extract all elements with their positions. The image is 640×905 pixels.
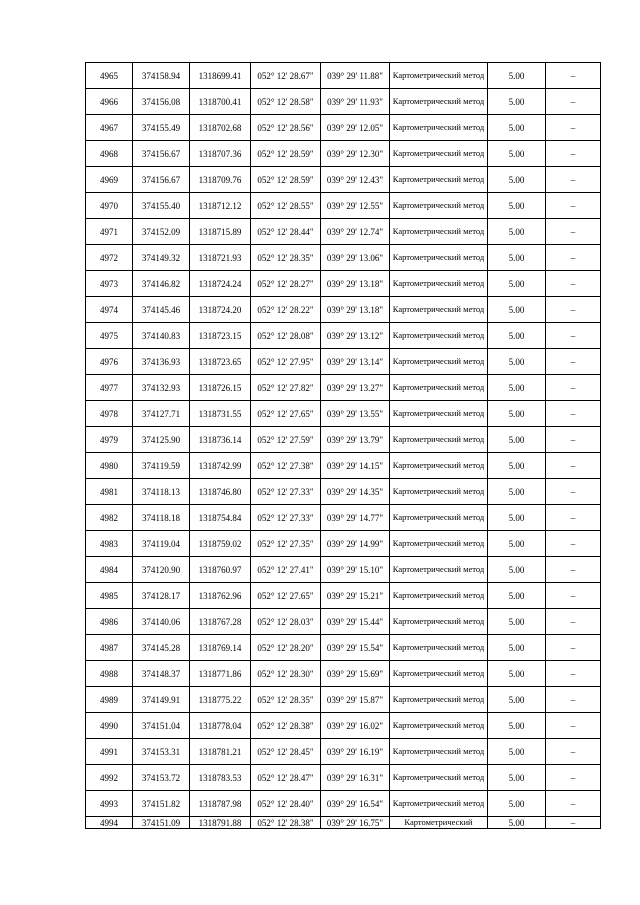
coord-x-cell: 374140.06 <box>133 609 190 635</box>
table-row <box>86 323 601 349</box>
longitude-cell: 039° 29' 15.21" <box>321 583 390 609</box>
latitude-cell: 052° 12' 27.38" <box>251 453 321 479</box>
longitude-cell: 039° 29' 14.35" <box>321 479 390 505</box>
coord-y-cell: 1318787.98 <box>190 791 251 817</box>
coord-y-cell: 1318736.14 <box>190 427 251 453</box>
coord-y-cell: 1318726.15 <box>190 375 251 401</box>
latitude-cell: 052° 12' 28.35" <box>251 245 321 271</box>
coord-x-cell: 374118.18 <box>133 505 190 531</box>
point-number-cell: 4986 <box>86 609 133 635</box>
coord-y-cell: 1318707.36 <box>190 141 251 167</box>
accuracy-cell: 5.00 <box>488 401 546 427</box>
coord-x-cell: 374153.72 <box>133 765 190 791</box>
point-number-cell: 4985 <box>86 583 133 609</box>
latitude-cell: 052° 12' 27.65" <box>251 401 321 427</box>
method-cell: Картометрический метод <box>390 635 488 661</box>
coord-x-cell: 374125.90 <box>133 427 190 453</box>
accuracy-cell: 5.00 <box>488 765 546 791</box>
method-cell: Картометрический метод <box>390 713 488 739</box>
longitude-cell: 039° 29' 16.02" <box>321 713 390 739</box>
point-number-cell: 4970 <box>86 193 133 219</box>
latitude-cell: 052° 12' 28.03" <box>251 609 321 635</box>
coord-x-cell: 374151.04 <box>133 713 190 739</box>
accuracy-cell: 5.00 <box>488 583 546 609</box>
table-row <box>86 141 601 167</box>
coord-y-cell: 1318721.93 <box>190 245 251 271</box>
note-cell: – <box>546 505 601 531</box>
table-row <box>86 349 601 375</box>
note-cell: – <box>546 661 601 687</box>
latitude-cell: 052° 12' 28.55" <box>251 193 321 219</box>
accuracy-cell: 5.00 <box>488 297 546 323</box>
note-cell: – <box>546 297 601 323</box>
coord-y-cell: 1318700.41 <box>190 89 251 115</box>
note-cell: – <box>546 765 601 791</box>
coord-x-cell: 374156.67 <box>133 167 190 193</box>
method-cell: Картометрический метод <box>390 141 488 167</box>
latitude-cell: 052° 12' 27.35" <box>251 531 321 557</box>
accuracy-cell: 5.00 <box>488 245 546 271</box>
coord-y-cell: 1318791.88 <box>190 817 251 829</box>
coord-y-cell: 1318712.12 <box>190 193 251 219</box>
accuracy-cell: 5.00 <box>488 557 546 583</box>
table-row <box>86 817 601 829</box>
table-row <box>86 271 601 297</box>
table-row <box>86 115 601 141</box>
method-cell: Картометрический метод <box>390 765 488 791</box>
method-cell: Картометрический метод <box>390 687 488 713</box>
point-number-cell: 4987 <box>86 635 133 661</box>
point-number-cell: 4976 <box>86 349 133 375</box>
coord-y-cell: 1318699.41 <box>190 63 251 89</box>
longitude-cell: 039° 29' 15.10" <box>321 557 390 583</box>
table-row <box>86 219 601 245</box>
point-number-cell: 4993 <box>86 791 133 817</box>
coord-y-cell: 1318754.84 <box>190 505 251 531</box>
point-number-cell: 4966 <box>86 89 133 115</box>
note-cell: – <box>546 167 601 193</box>
method-cell: Картометрический метод <box>390 427 488 453</box>
accuracy-cell: 5.00 <box>488 89 546 115</box>
latitude-cell: 052° 12' 28.20" <box>251 635 321 661</box>
point-number-cell: 4988 <box>86 661 133 687</box>
accuracy-cell: 5.00 <box>488 609 546 635</box>
latitude-cell: 052° 12' 27.33" <box>251 479 321 505</box>
accuracy-cell: 5.00 <box>488 219 546 245</box>
accuracy-cell: 5.00 <box>488 141 546 167</box>
method-cell: Картометрический метод <box>390 245 488 271</box>
coord-y-cell: 1318771.86 <box>190 661 251 687</box>
longitude-cell: 039° 29' 13.12" <box>321 323 390 349</box>
longitude-cell: 039° 29' 14.77" <box>321 505 390 531</box>
accuracy-cell: 5.00 <box>488 713 546 739</box>
longitude-cell: 039° 29' 16.31" <box>321 765 390 791</box>
accuracy-cell: 5.00 <box>488 167 546 193</box>
point-number-cell: 4975 <box>86 323 133 349</box>
note-cell: – <box>546 609 601 635</box>
coord-y-cell: 1318723.65 <box>190 349 251 375</box>
note-cell: – <box>546 479 601 505</box>
coord-x-cell: 374136.93 <box>133 349 190 375</box>
note-cell: – <box>546 427 601 453</box>
point-number-cell: 4984 <box>86 557 133 583</box>
coord-y-cell: 1318769.14 <box>190 635 251 661</box>
longitude-cell: 039° 29' 13.06" <box>321 245 390 271</box>
coord-x-cell: 374145.28 <box>133 635 190 661</box>
coord-x-cell: 374118.13 <box>133 479 190 505</box>
note-cell: – <box>546 245 601 271</box>
point-number-cell: 4965 <box>86 63 133 89</box>
accuracy-cell: 5.00 <box>488 635 546 661</box>
coord-y-cell: 1318781.21 <box>190 739 251 765</box>
point-number-cell: 4977 <box>86 375 133 401</box>
accuracy-cell: 5.00 <box>488 115 546 141</box>
point-number-cell: 4991 <box>86 739 133 765</box>
longitude-cell: 039° 29' 14.15" <box>321 453 390 479</box>
longitude-cell: 039° 29' 13.18" <box>321 297 390 323</box>
method-cell: Картометрический метод <box>390 323 488 349</box>
table-row <box>86 453 601 479</box>
method-cell: Картометрический метод <box>390 791 488 817</box>
coord-x-cell: 374148.37 <box>133 661 190 687</box>
latitude-cell: 052° 12' 27.82" <box>251 375 321 401</box>
accuracy-cell: 5.00 <box>488 271 546 297</box>
accuracy-cell: 5.00 <box>488 63 546 89</box>
point-number-cell: 4967 <box>86 115 133 141</box>
coord-y-cell: 1318724.20 <box>190 297 251 323</box>
longitude-cell: 039° 29' 12.30" <box>321 141 390 167</box>
point-number-cell: 4982 <box>86 505 133 531</box>
coord-y-cell: 1318731.55 <box>190 401 251 427</box>
table-row <box>86 635 601 661</box>
point-number-cell: 4974 <box>86 297 133 323</box>
coord-x-cell: 374120.90 <box>133 557 190 583</box>
latitude-cell: 052° 12' 28.38" <box>251 817 321 829</box>
method-cell: Картометрический метод <box>390 583 488 609</box>
note-cell: – <box>546 817 601 829</box>
note-cell: – <box>546 791 601 817</box>
note-cell: – <box>546 271 601 297</box>
method-cell: Картометрический <box>390 817 488 829</box>
note-cell: – <box>546 401 601 427</box>
table-row <box>86 609 601 635</box>
point-number-cell: 4981 <box>86 479 133 505</box>
method-cell: Картометрический метод <box>390 271 488 297</box>
note-cell: – <box>546 89 601 115</box>
point-number-cell: 4969 <box>86 167 133 193</box>
coord-x-cell: 374155.40 <box>133 193 190 219</box>
latitude-cell: 052° 12' 28.38" <box>251 713 321 739</box>
coord-y-cell: 1318783.53 <box>190 765 251 791</box>
table-row <box>86 167 601 193</box>
longitude-cell: 039° 29' 13.27" <box>321 375 390 401</box>
accuracy-cell: 5.00 <box>488 791 546 817</box>
latitude-cell: 052° 12' 28.35" <box>251 687 321 713</box>
point-number-cell: 4978 <box>86 401 133 427</box>
table-row <box>86 245 601 271</box>
note-cell: – <box>546 739 601 765</box>
method-cell: Картометрический метод <box>390 557 488 583</box>
longitude-cell: 039° 29' 13.14" <box>321 349 390 375</box>
coord-y-cell: 1318759.02 <box>190 531 251 557</box>
coord-x-cell: 374149.91 <box>133 687 190 713</box>
note-cell: – <box>546 635 601 661</box>
coord-y-cell: 1318724.24 <box>190 271 251 297</box>
longitude-cell: 039° 29' 16.54" <box>321 791 390 817</box>
longitude-cell: 039° 29' 12.55" <box>321 193 390 219</box>
coordinates-table <box>85 62 601 829</box>
method-cell: Картометрический метод <box>390 89 488 115</box>
accuracy-cell: 5.00 <box>488 531 546 557</box>
point-number-cell: 4983 <box>86 531 133 557</box>
coord-y-cell: 1318742.99 <box>190 453 251 479</box>
coord-x-cell: 374152.09 <box>133 219 190 245</box>
longitude-cell: 039° 29' 12.05" <box>321 115 390 141</box>
note-cell: – <box>546 323 601 349</box>
coord-x-cell: 374158.94 <box>133 63 190 89</box>
longitude-cell: 039° 29' 14.99" <box>321 531 390 557</box>
latitude-cell: 052° 12' 28.45" <box>251 739 321 765</box>
point-number-cell: 4971 <box>86 219 133 245</box>
latitude-cell: 052° 12' 28.30" <box>251 661 321 687</box>
longitude-cell: 039° 29' 15.69" <box>321 661 390 687</box>
accuracy-cell: 5.00 <box>488 375 546 401</box>
method-cell: Картометрический метод <box>390 505 488 531</box>
coord-x-cell: 374146.82 <box>133 271 190 297</box>
method-cell: Картометрический метод <box>390 739 488 765</box>
note-cell: – <box>546 375 601 401</box>
longitude-cell: 039° 29' 16.19" <box>321 739 390 765</box>
method-cell: Картометрический метод <box>390 115 488 141</box>
accuracy-cell: 5.00 <box>488 687 546 713</box>
note-cell: – <box>546 531 601 557</box>
coord-y-cell: 1318723.15 <box>190 323 251 349</box>
method-cell: Картометрический метод <box>390 219 488 245</box>
table-row <box>86 713 601 739</box>
accuracy-cell: 5.00 <box>488 505 546 531</box>
point-number-cell: 4994 <box>86 817 133 829</box>
table-row <box>86 557 601 583</box>
latitude-cell: 052° 12' 28.56" <box>251 115 321 141</box>
note-cell: – <box>546 583 601 609</box>
longitude-cell: 039° 29' 11.93" <box>321 89 390 115</box>
point-number-cell: 4972 <box>86 245 133 271</box>
longitude-cell: 039° 29' 12.43" <box>321 167 390 193</box>
point-number-cell: 4973 <box>86 271 133 297</box>
coord-y-cell: 1318709.76 <box>190 167 251 193</box>
table-row <box>86 505 601 531</box>
method-cell: Картометрический метод <box>390 401 488 427</box>
coord-x-cell: 374132.93 <box>133 375 190 401</box>
method-cell: Картометрический метод <box>390 453 488 479</box>
accuracy-cell: 5.00 <box>488 323 546 349</box>
longitude-cell: 039° 29' 12.74" <box>321 219 390 245</box>
table-row <box>86 63 601 89</box>
accuracy-cell: 5.00 <box>488 349 546 375</box>
accuracy-cell: 5.00 <box>488 193 546 219</box>
note-cell: – <box>546 453 601 479</box>
accuracy-cell: 5.00 <box>488 661 546 687</box>
accuracy-cell: 5.00 <box>488 427 546 453</box>
longitude-cell: 039° 29' 15.54" <box>321 635 390 661</box>
coord-y-cell: 1318702.68 <box>190 115 251 141</box>
method-cell: Картометрический метод <box>390 375 488 401</box>
coord-y-cell: 1318760.97 <box>190 557 251 583</box>
latitude-cell: 052° 12' 28.08" <box>251 323 321 349</box>
coord-x-cell: 374128.17 <box>133 583 190 609</box>
point-number-cell: 4968 <box>86 141 133 167</box>
latitude-cell: 052° 12' 27.95" <box>251 349 321 375</box>
method-cell: Картометрический метод <box>390 479 488 505</box>
method-cell: Картометрический метод <box>390 193 488 219</box>
latitude-cell: 052° 12' 28.27" <box>251 271 321 297</box>
point-number-cell: 4992 <box>86 765 133 791</box>
table-row <box>86 479 601 505</box>
latitude-cell: 052° 12' 28.58" <box>251 89 321 115</box>
table-row <box>86 427 601 453</box>
latitude-cell: 052° 12' 28.47" <box>251 765 321 791</box>
note-cell: – <box>546 713 601 739</box>
longitude-cell: 039° 29' 16.75" <box>321 817 390 829</box>
coord-x-cell: 374151.82 <box>133 791 190 817</box>
point-number-cell: 4979 <box>86 427 133 453</box>
latitude-cell: 052° 12' 27.41" <box>251 557 321 583</box>
accuracy-cell: 5.00 <box>488 479 546 505</box>
latitude-cell: 052° 12' 27.59" <box>251 427 321 453</box>
latitude-cell: 052° 12' 27.33" <box>251 505 321 531</box>
table-row <box>86 687 601 713</box>
coord-y-cell: 1318715.89 <box>190 219 251 245</box>
coord-x-cell: 374156.08 <box>133 89 190 115</box>
coord-x-cell: 374119.04 <box>133 531 190 557</box>
coord-y-cell: 1318778.04 <box>190 713 251 739</box>
latitude-cell: 052° 12' 28.44" <box>251 219 321 245</box>
coord-x-cell: 374151.09 <box>133 817 190 829</box>
coord-y-cell: 1318775.22 <box>190 687 251 713</box>
table-row <box>86 739 601 765</box>
table-row <box>86 89 601 115</box>
longitude-cell: 039° 29' 13.55" <box>321 401 390 427</box>
method-cell: Картометрический метод <box>390 349 488 375</box>
coord-y-cell: 1318767.28 <box>190 609 251 635</box>
coord-x-cell: 374119.59 <box>133 453 190 479</box>
note-cell: – <box>546 219 601 245</box>
note-cell: – <box>546 687 601 713</box>
accuracy-cell: 5.00 <box>488 453 546 479</box>
latitude-cell: 052° 12' 28.40" <box>251 791 321 817</box>
coord-x-cell: 374153.31 <box>133 739 190 765</box>
latitude-cell: 052° 12' 28.67" <box>251 63 321 89</box>
note-cell: – <box>546 349 601 375</box>
table-row <box>86 765 601 791</box>
longitude-cell: 039° 29' 11.88" <box>321 63 390 89</box>
table-row <box>86 791 601 817</box>
latitude-cell: 052° 12' 28.59" <box>251 167 321 193</box>
point-number-cell: 4980 <box>86 453 133 479</box>
longitude-cell: 039° 29' 13.18" <box>321 271 390 297</box>
method-cell: Картометрический метод <box>390 297 488 323</box>
method-cell: Картометрический метод <box>390 661 488 687</box>
table-row <box>86 661 601 687</box>
method-cell: Картометрический метод <box>390 167 488 193</box>
latitude-cell: 052° 12' 28.59" <box>251 141 321 167</box>
table-row <box>86 297 601 323</box>
method-cell: Картометрический метод <box>390 531 488 557</box>
latitude-cell: 052° 12' 27.65" <box>251 583 321 609</box>
table-row <box>86 375 601 401</box>
coord-x-cell: 374140.83 <box>133 323 190 349</box>
coord-y-cell: 1318762.96 <box>190 583 251 609</box>
coord-x-cell: 374127.71 <box>133 401 190 427</box>
table-row <box>86 531 601 557</box>
coord-x-cell: 374155.49 <box>133 115 190 141</box>
table-row <box>86 193 601 219</box>
table-row <box>86 401 601 427</box>
coord-x-cell: 374156.67 <box>133 141 190 167</box>
coord-x-cell: 374149.32 <box>133 245 190 271</box>
note-cell: – <box>546 115 601 141</box>
longitude-cell: 039° 29' 15.87" <box>321 687 390 713</box>
point-number-cell: 4990 <box>86 713 133 739</box>
note-cell: – <box>546 193 601 219</box>
coord-y-cell: 1318746.80 <box>190 479 251 505</box>
accuracy-cell: 5.00 <box>488 739 546 765</box>
latitude-cell: 052° 12' 28.22" <box>251 297 321 323</box>
method-cell: Картометрический метод <box>390 63 488 89</box>
note-cell: – <box>546 141 601 167</box>
note-cell: – <box>546 63 601 89</box>
longitude-cell: 039° 29' 15.44" <box>321 609 390 635</box>
note-cell: – <box>546 557 601 583</box>
longitude-cell: 039° 29' 13.79" <box>321 427 390 453</box>
accuracy-cell: 5.00 <box>488 817 546 829</box>
method-cell: Картометрический метод <box>390 609 488 635</box>
table-row <box>86 583 601 609</box>
table-body <box>86 63 601 829</box>
coord-x-cell: 374145.46 <box>133 297 190 323</box>
point-number-cell: 4989 <box>86 687 133 713</box>
